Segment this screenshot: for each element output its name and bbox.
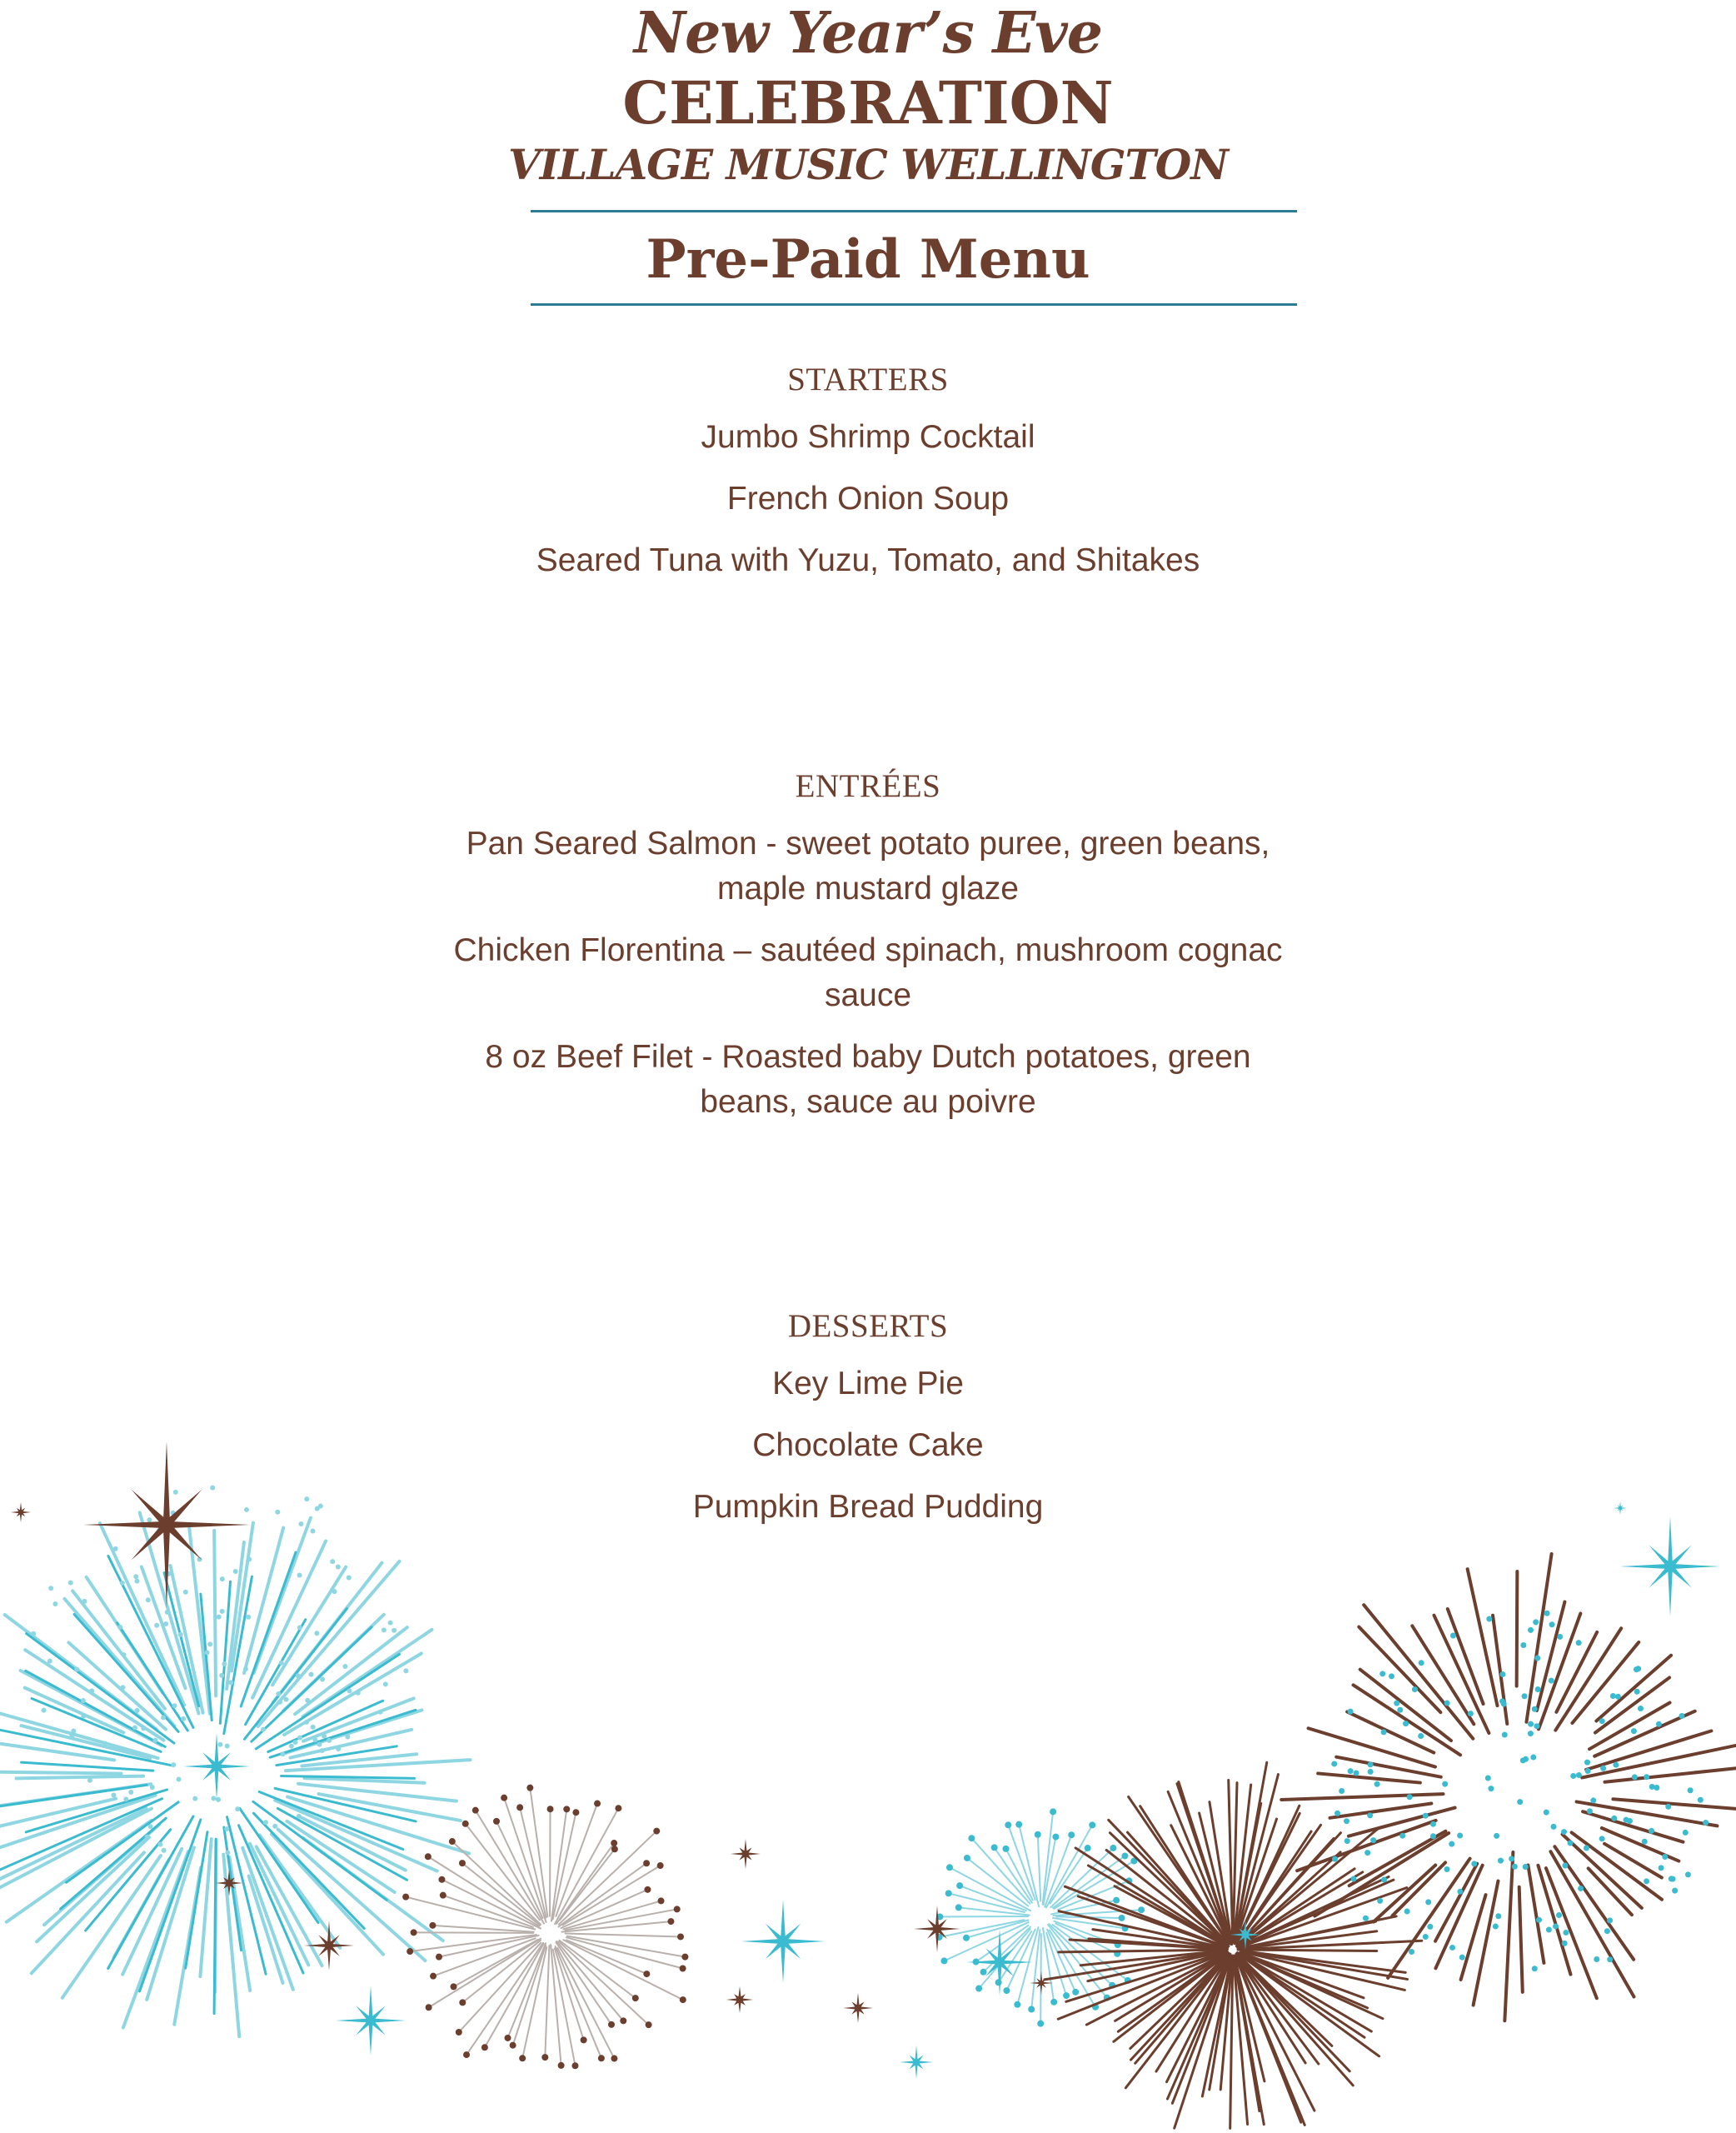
event-title: New Year’s Eve — [633, 0, 1103, 67]
menu-item: Jumbo Shrimp Cocktail — [701, 419, 1035, 455]
section-title-starters: STARTERS — [787, 362, 949, 397]
menu-item: Pan Seared Salmon - sweet potato puree, green beans, maple mustard glaze — [466, 826, 1270, 907]
menu-item: 8 oz Beef Filet - Roasted baby Dutch potatoes, green beans, sauce au poivre — [485, 1039, 1251, 1120]
menu-subtitle: Pre-Paid Menu — [646, 228, 1090, 291]
section-title-desserts: DESSERTS — [787, 1308, 949, 1344]
menu-item: Chocolate Cake — [752, 1427, 984, 1463]
venue-name: VILLAGE MUSIC WELLINGTON — [508, 140, 1228, 189]
menu-item: Seared Tuna with Yuzu, Tomato, and Shitakes — [536, 542, 1200, 578]
divider-top — [531, 210, 1297, 212]
menu-item: Pumpkin Bread Pudding — [692, 1489, 1044, 1525]
menu-item: Key Lime Pie — [772, 1366, 964, 1401]
menu-item: Chicken Florentina – sautéed spinach, mushroom cognac sauce — [453, 932, 1283, 1013]
fireworks-icon — [0, 1416, 1736, 2133]
event-title-celebration: CELEBRATION — [622, 68, 1114, 137]
divider-bottom — [531, 303, 1297, 306]
menu-item: French Onion Soup — [726, 481, 1010, 517]
section-title-entrees: ENTRÉES — [795, 768, 941, 804]
